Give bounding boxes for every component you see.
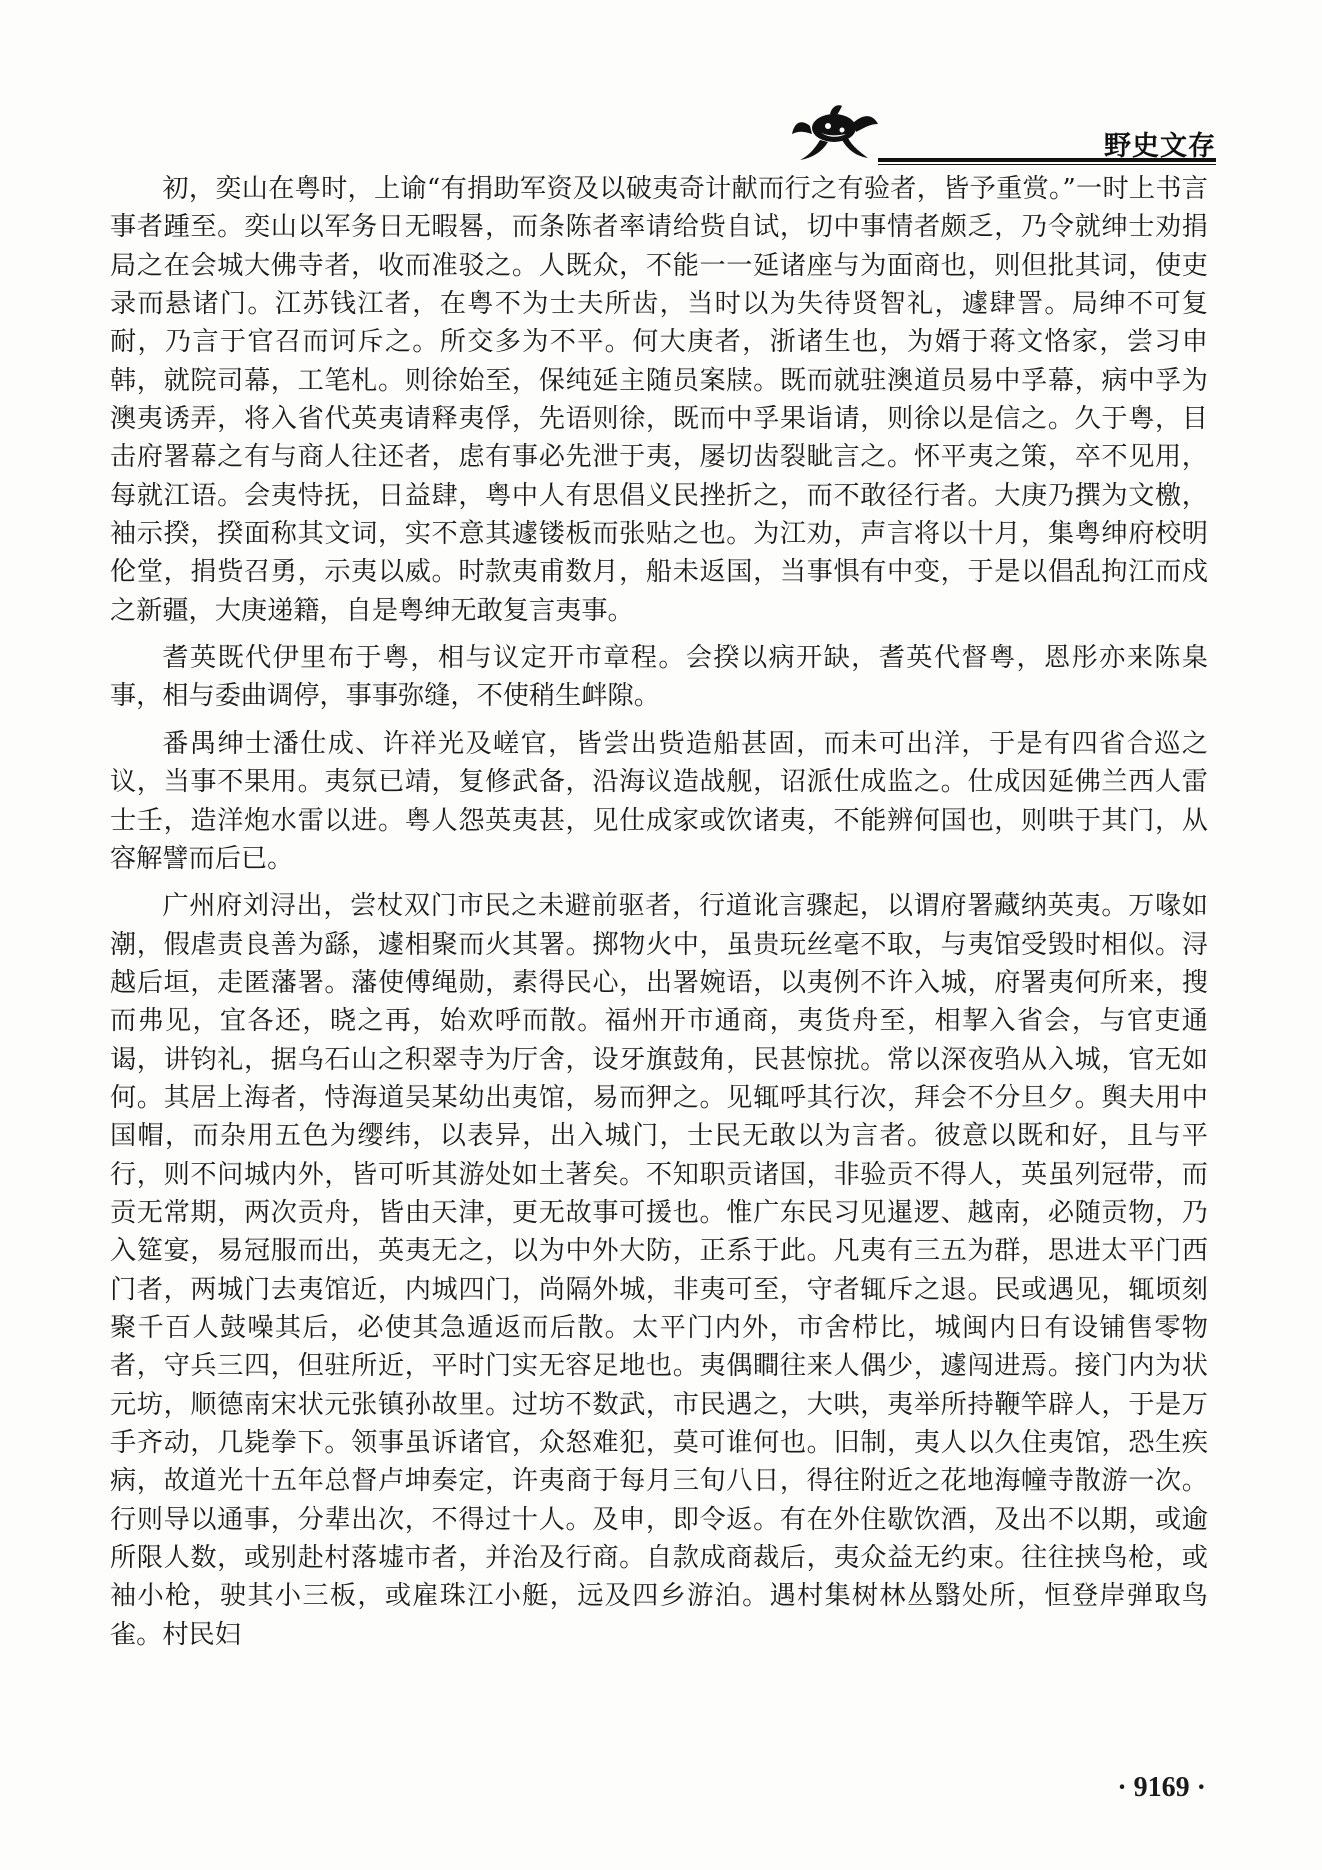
paragraph: 耆英既代伊里布于粤，相与议定开市章程。会揆以病开缺，耆英代督粤，恩彤亦来陈臬事，相与委曲调停，事事弥缝，不使稍生衅隙。 [110,643,1208,712]
dragon-icon [790,104,880,162]
header-rule [878,158,1216,162]
body-text [110,170,1208,1663]
paragraph: 初，奕山在粤时，上谕“有捐助军资及以破夷奇计献而行之有验者，皆予重赏。”一时上书言事者踵至。奕山以军务日无暇晷，而条陈者率请给赀自试，切中事情者颇乏，乃令就绅士劝捐局之在会城大佛寺者，收而准驳之。人既众，不能一一延诸座与为面商也，则但批其词，使吏录而悬诸门。江苏钱江者，在粤不为士夫所齿，当时以为失待贤智礼，遽肆詈。局绅不可复耐，乃言于官召而诃斥之。所交多为不平。何大庚者，浙诸生也，为婿于蒋文恪家，尝习申韩，就院司幕，工笔札。则徐始至，保纯延主随员案牍。既而就驻澳道员易中孚幕，病中孚为澳夷诱弄，将入省代英夷请释夷俘，先语则徐，既而中孚果诣请，则徐以是信之。久于粤，目击府署幕之有与商人往还者，虑有事必先泄于夷，屡切齿裂眦言之。怀平夷之策，卒不见用，每就江语。会夷恃抚，日益肆，粤中人有思倡义民挫折之，而不敢径行者。大庚乃撰为文檄，袖示揆，揆面称其文词，实不意其遽镂板而张贴之也。为江劝，声言将以十月，集粤绅府校明伦堂，捐赀召勇，示夷以威。时款夷甫数月，船未返国，当事惧有中变，于是以倡乱拘江而戍之新疆，大庚递籍，自是粤绅无敢复言夷事。 [110,174,1208,626]
header-rule-thin [878,164,1216,165]
paragraph: 广州府刘浔出，尝杖双门市民之未避前驱者，行道讹言骤起，以谓府署藏纳英夷。万喙如潮，假虐责良善为繇，遽相聚而火其署。掷物火中，虽贵玩丝毫不取，与夷馆受毁时相似。浔越后垣，走匿藩署。藩使傅绳勋，素得民心，出署婉语，以夷例不许入城，府署夷何所来，搜而弗见，宜各还，晓之再，始欢呼而散。福州开市通商，夷货舟至，相挈入省会，与官吏通谒，讲钧礼，据乌石山之积翠寺为厅舍，设牙旗鼓角，民甚惊扰。常以深夜驺从入城，官无如何。其居上海者，恃海道吴某幼出夷馆，易而狎之。见辄呼其行次，拜会不分旦夕。舆夫用中国帽，而杂用五色为缨纬，以表异，出入城门，士民无敢以为言者。彼意以既和好，且与平行，则不问城内外，皆可听其游处如土著矣。不知职贡诸国，非验贡不得人，英虽列冠带，而贡无常期，两次贡舟，皆由天津，更无故事可援也。惟广东民习见暹逻、越南，必随贡物，乃入筵宴，易冠服而出，英夷无之，以为中外大防，正系于此。凡夷有三五为群，思进太平门西门者，两城门去夷馆近，内城四门，尚隔外城，非夷可至，守者辄斥之退。民或遇见，辄顷刻聚千百人鼓噪其后，必使其急遁返而后散。太平门内外，市舍栉比，城闽内日有设铺售零物者，守兵三四，但驻所近，平时门实无容足地也。夷偶瞷往来人偶少，遽闯进焉。接门内为状元坊，顺德南宋状元张镇孙故里。过坊不数武，市民遇之，大哄，夷举所持鞭竿辟人，于是万手齐动，几毙拳下。领事虽诉诸官，众怒难犯，莫可谁何也。旧制，夷人以久住夷馆，恐生疾病，故道光十五年总督卢坤奏定，许夷商于每月三旬八日，得往附近之花地海幢寺散游一次。行则导以通事，分辈出次，不得过十人。及申，即令返。有在外住歇饮酒，及出不以期，或逾所限人数，或别赴村落墟市者，并治及行商。自款成商裁后，夷众益无约束。往往挟鸟枪，或袖小枪，驶其小三板，或雇珠江小艇，远及四乡游泊。遇村集树林丛翳处所，恒登岸弹取鸟雀。村民妇 [110,891,1208,1650]
series-title: 野史文存 [1104,131,1216,162]
running-header [790,104,1216,164]
paragraph: 番禺绅士潘仕成、许祥光及嵯官，皆尝出赀造船甚固，而未可出洋，于是有四省合巡之议，当事不果用。夷氛已靖，复修武备，沿海议造战舰，诏派仕成监之。仕成因延佛兰西人雷士壬，造洋炮水雷以进。粤人怨英夷甚，见仕成家或饮诸夷，不能辨何国也，则哄于其门，从容解譬而后已。 [110,728,1208,874]
page-number: · 9169 · [1117,1772,1206,1803]
